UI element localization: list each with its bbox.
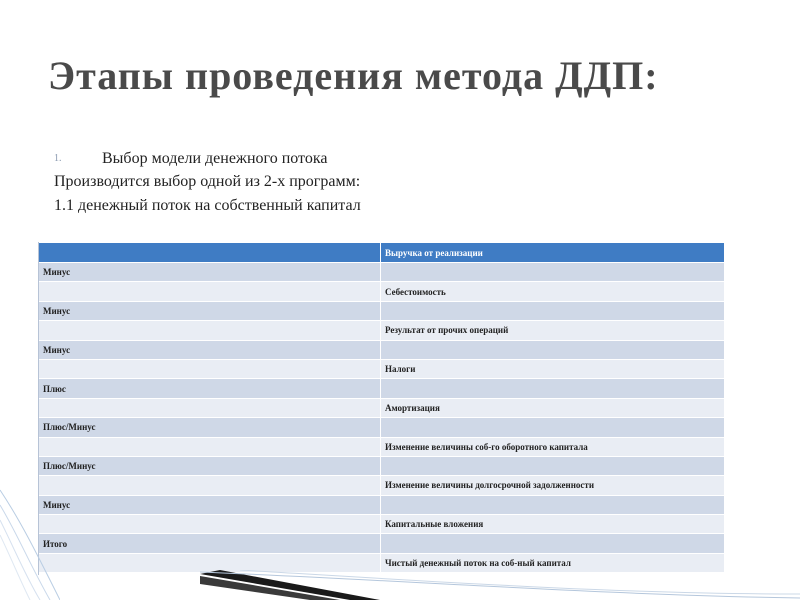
body-line-programs: Производится выбор одной из 2-х программ: xyxy=(54,173,361,190)
item-cell xyxy=(381,263,725,282)
table-row xyxy=(39,379,725,398)
table-row xyxy=(39,437,725,456)
operation-cell xyxy=(39,398,381,417)
item-cell: Изменение величины соб-го оборотного капитала xyxy=(381,437,725,456)
item-cell xyxy=(381,495,725,514)
operation-cell xyxy=(39,476,381,495)
table-row xyxy=(39,282,725,301)
table-row xyxy=(39,456,725,475)
item-cell: Капитальные вложения xyxy=(381,515,725,534)
operation-cell xyxy=(39,515,381,534)
item-cell: Налоги xyxy=(381,359,725,378)
cash-flow-table-container xyxy=(38,242,724,575)
list-item-text: Выбор модели денежного потока xyxy=(102,150,328,167)
table-row xyxy=(39,534,725,553)
operation-cell xyxy=(39,437,381,456)
item-cell: Амортизация xyxy=(381,398,725,417)
item-cell: Результат от прочих операций xyxy=(381,321,725,340)
body-line-equity-flow: 1.1 денежный поток на собственный капитал xyxy=(54,197,361,214)
item-cell: Чистый денежный поток на соб-ный капитал xyxy=(381,553,725,572)
cash-flow-table xyxy=(38,242,725,573)
table-row xyxy=(39,476,725,495)
slide-body xyxy=(54,148,361,218)
slide-title: Этапы проведения метода ДДП: xyxy=(48,53,659,98)
operation-cell: Плюс xyxy=(39,379,381,398)
table-header-cell xyxy=(39,243,381,263)
operation-cell: Минус xyxy=(39,301,381,320)
operation-cell: Минус xyxy=(39,495,381,514)
table-header-cell: Выручка от реализации xyxy=(381,243,725,263)
table-row xyxy=(39,301,725,320)
operation-cell: Минус xyxy=(39,340,381,359)
operation-cell xyxy=(39,282,381,301)
decorative-wave-bottom xyxy=(200,570,800,600)
item-cell xyxy=(381,301,725,320)
item-cell xyxy=(381,456,725,475)
item-cell: Себестоимость xyxy=(381,282,725,301)
operation-cell: Минус xyxy=(39,263,381,282)
table-row xyxy=(39,340,725,359)
table-row xyxy=(39,418,725,437)
list-item xyxy=(54,148,361,170)
operation-cell xyxy=(39,359,381,378)
table-row xyxy=(39,398,725,417)
operation-cell: Плюс/Минус xyxy=(39,418,381,437)
item-cell xyxy=(381,534,725,553)
item-cell: Изменение величины долгосрочной задолженности xyxy=(381,476,725,495)
table-row xyxy=(39,359,725,378)
table-header-row xyxy=(39,243,725,263)
table-row xyxy=(39,263,725,282)
item-cell xyxy=(381,340,725,359)
table-row xyxy=(39,321,725,340)
decorative-wave-left xyxy=(0,480,60,600)
table-row xyxy=(39,495,725,514)
item-cell xyxy=(381,418,725,437)
operation-cell: Плюс/Минус xyxy=(39,456,381,475)
operation-cell: Итого xyxy=(39,534,381,553)
table-row xyxy=(39,515,725,534)
list-marker: 1. xyxy=(54,153,62,164)
operation-cell xyxy=(39,321,381,340)
item-cell xyxy=(381,379,725,398)
